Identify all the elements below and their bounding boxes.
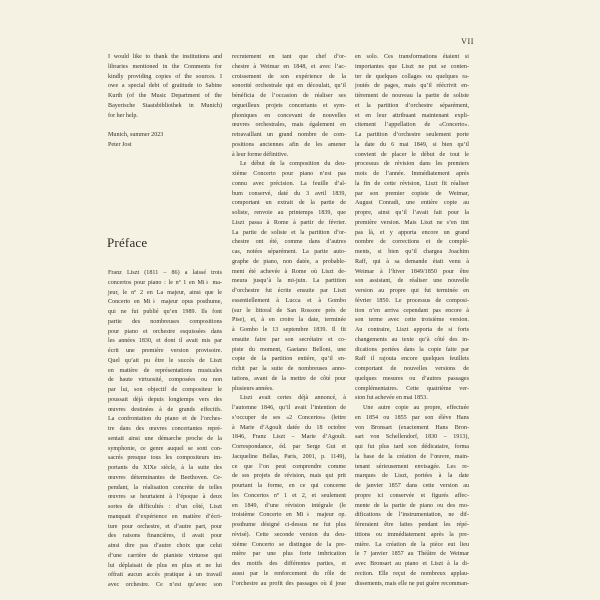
preface-line: Raff, qui à sa demande était venu à xyxy=(355,258,469,265)
preface-line: et en leur attribuant maintenant expli- xyxy=(355,112,469,119)
preface-line: mière par une plus forte imbrication xyxy=(232,551,346,558)
acknowledgements xyxy=(108,53,222,121)
preface-line: Weimar à l’hiver 1849/1850 pour être xyxy=(355,268,469,275)
preface-line: avec orchestre. Ce n’est qu’avec son xyxy=(108,582,222,588)
preface-paragraph xyxy=(355,404,469,589)
preface-line: poussait déjà depuis longtemps vers des xyxy=(108,396,222,403)
preface-line: copie de la partition entière, qu’il en- xyxy=(232,356,346,363)
preface-line: La partition d’orchestre seulement porte xyxy=(355,132,469,138)
preface-line: en 1849, d’une révision intégrale (le xyxy=(232,502,346,509)
preface-line: tenant sérieusement envisagée. Les re- xyxy=(355,463,469,470)
page-number: VII xyxy=(461,37,474,46)
acknowledgement-line: I would like to thank the institutions and xyxy=(108,54,222,60)
preface-line: ensuite faire par son secrétaire et co- xyxy=(232,336,346,343)
preface-line: pas là, et y apporta encore un grand xyxy=(355,229,469,236)
preface-line: complémentaires. Cette quatrième ver- xyxy=(355,385,469,392)
preface-line: propre ici conservée et figurés affec- xyxy=(355,492,469,499)
preface-line: révisé). Cette seconde version du deu- xyxy=(232,531,346,538)
preface-line: nombre de corrections et de complé- xyxy=(355,239,469,246)
preface-line: richit par la suite de nombreuses anno- xyxy=(232,366,346,372)
preface-line: ment été achevée à Rome où Liszt de- xyxy=(232,268,346,275)
preface-line: tion n’en arriva cependant pas encore à xyxy=(355,307,469,314)
preface-line: Concerto en Mi♭ majeur opus posthume, xyxy=(108,299,222,306)
preface-line: sentait ainsi une démarche proche de la xyxy=(108,435,222,442)
preface-line: à Marie d’Agoult datée du 18 octobre xyxy=(232,424,346,431)
preface-line: dications portées dans la copie faite par xyxy=(355,346,469,353)
preface-line: Franz Liszt (1811 – 86) a laissé trois xyxy=(108,270,222,276)
preface-line: de haute virtuosité, composées ou non xyxy=(108,377,222,384)
preface-line: en solo. Ces transformations étaient si xyxy=(355,54,469,60)
preface-line: portants du XIXe siècle, à la suite des xyxy=(108,465,222,471)
preface-line: écrit une première version provisoire. xyxy=(108,348,222,354)
preface-line: (sur le littoral de San Rossore près de xyxy=(232,307,346,314)
preface-line: s’occuper de ses «2 Concertos» (lettre xyxy=(232,414,346,421)
preface-line: essentiellement à Lucca et à Gombo xyxy=(232,297,346,304)
acknowledgement-line: Kurth (of the Music Department of the xyxy=(108,93,222,99)
preface-line: mente de la partie de piano ou des mo- xyxy=(355,502,469,509)
preface-line: propre, ainsi qu’il l’avait fait pour la xyxy=(355,210,469,216)
preface-line: lui déplaisait de plus en plus et ne lui xyxy=(108,562,222,569)
preface-line: manquait d’expérience en matière d’écri- xyxy=(108,513,222,520)
preface-line: sonorité orchestrale qui en découlait, qu’il xyxy=(232,83,346,90)
preface-line: croissement de son expérience de la xyxy=(232,73,346,80)
preface-line: par son premier copiste de Weimar, xyxy=(355,190,469,197)
preface-line: des motifs des différentes parties, et xyxy=(232,561,346,567)
preface-line: posthume désigné ci-dessus ne fut plus xyxy=(232,522,346,528)
preface-line: jeur, le nº 2 en La majeur, ainsi que le xyxy=(108,289,222,296)
preface-line: œuvres destinées à de grands effectifs. xyxy=(108,406,222,413)
preface-line: August Conradi, une entière copie au xyxy=(355,200,469,207)
preface-line: d’une carrière de pianiste virtuose qui xyxy=(108,552,222,559)
preface-paragraph xyxy=(232,53,346,160)
preface-line: première version. Mais Liszt ne s’en tint xyxy=(355,219,469,226)
preface-line: comportant un extrait de la partie de xyxy=(232,200,346,207)
preface-line: citement l’appellation de «Concerto». xyxy=(355,122,469,129)
preface-line: quelques mesures ou d’autres passages xyxy=(355,375,469,382)
preface-paragraph xyxy=(232,160,346,394)
preface-line: avec Bronsart au piano et Liszt à la di- xyxy=(355,561,469,567)
author-name: Peter Jost xyxy=(108,141,132,148)
preface-line: le 7 janvier 1857 au Théâtre de Weimar xyxy=(355,551,469,558)
preface-line: à Gombo le 13 septembre 1839. Il fit xyxy=(232,327,346,333)
preface-line: les années 1830, et dont il avait mis par xyxy=(108,338,222,345)
preface-line: bénéficia de l’occasion de réaliser ses xyxy=(232,93,346,99)
preface-line: d’orchestre fut écrite ensuite par Liszt xyxy=(232,288,346,294)
preface-line: changements au texte qu’à côté des in- xyxy=(355,336,469,343)
acknowledgement-line: owe a special debt of gratitude to Sabine xyxy=(108,83,222,90)
preface-line: piste du moment, Gaetano Belloni, une xyxy=(232,346,346,353)
preface-line: ter de quelques collages ou quelques ra- xyxy=(355,73,469,80)
preface-line: et la partition d’orchestre séparément, xyxy=(355,102,469,109)
preface-line: de ses projets de révision, mais qui prit xyxy=(232,473,346,480)
preface-line: œuvres orchestrales, mais également en xyxy=(232,122,346,129)
preface-line: mière. La création de la pièce eut lieu xyxy=(355,541,469,548)
preface-line: par lui, son objectif de compositeur le xyxy=(108,387,222,393)
preface-line: Correspondance, éd. par Serge Gut et xyxy=(232,444,346,450)
preface-line: en matière de représentations musicales xyxy=(108,367,222,374)
preface-line: son terme avec cette troisième version. xyxy=(355,317,469,324)
preface-line: les Concertos nº 1 et 2, et seulement xyxy=(232,492,346,499)
preface-line: Jacqueline Bellas, Paris, 2001, p. 1149), xyxy=(232,453,346,460)
preface-line: février 1850. Le processus de composi- xyxy=(355,297,469,304)
preface-line: comportant de nouvelles versions de xyxy=(355,366,469,372)
preface-line: la fin de cette révision, Liszt fit réaliser xyxy=(355,180,469,187)
preface-line: joutés de pages, mais qu’il réécrivit en- xyxy=(355,83,469,90)
preface-line: sacrés presque tous les compositeurs im- xyxy=(108,455,222,462)
preface-line: partie des nombreuses compositions xyxy=(108,318,222,325)
preface-line: La partie de soliste et la partition d’or- xyxy=(232,229,346,236)
preface-line: féreraient être faites pendant les répé- xyxy=(355,522,469,528)
preface-line: importantes que Liszt ne put se conten- xyxy=(355,63,469,70)
preface-line: marques de Liszt, portées à la date xyxy=(355,473,469,480)
preface-line: cas, notées séparément. La partie auto- xyxy=(232,249,346,255)
preface-paragraph xyxy=(108,269,222,591)
acknowledgement-line: libraries mentioned in the Comments for xyxy=(108,63,222,70)
preface-line: troisième Concerto en Mi♭ majeur op. xyxy=(232,512,346,519)
preface-line: mois de l’année. Immédiatement après xyxy=(355,171,469,177)
preface-line: titions ou immédiatement après la pre- xyxy=(355,531,469,538)
preface-line: Quel qu’ait pu être le succès de Liszt xyxy=(108,357,222,364)
preface-line: von Bronsart (exactement Hans Bron- xyxy=(355,424,469,431)
preface-line: la base de la création de l’œuvre, main- xyxy=(355,453,469,460)
preface-line: pourtant la forme, en ce qui concerne xyxy=(232,483,346,489)
preface-line: l’orchestre au profit des passages où il joue xyxy=(232,580,346,587)
preface-line: ce que l’on peut comprendre comme xyxy=(232,463,346,470)
preface-line: version au propre qui fut terminée en xyxy=(355,288,469,294)
preface-line: pendant, la réalisation concrète de telles xyxy=(108,484,222,491)
preface-line: sart von Schellendorf, 1830 – 1913), xyxy=(355,434,469,441)
place-date: Munich, summer 2023 xyxy=(108,132,164,138)
preface-line: Liszt avait certes déjà annoncé, à xyxy=(240,395,346,402)
preface-line: plusieurs années. xyxy=(232,385,274,392)
text-column-2 xyxy=(232,53,346,589)
acknowledgement-line: Bayerische Staatsbibliothek in Munich) xyxy=(108,102,222,109)
preface-line: recrutement en tant que chef d’or- xyxy=(232,54,346,60)
preface-heading: Préface xyxy=(107,235,148,250)
preface-line: sion fut achevée en mai 1853. xyxy=(355,395,428,402)
preface-line: l’automne 1846, qu’il avait l’intention de xyxy=(232,405,346,411)
preface-line: Pise), et, à en croire la date, terminée xyxy=(232,317,346,324)
preface-line: Une autre copie au propre, effectuée xyxy=(363,405,469,411)
preface-line: soliste, renvoie au printemps 1839, que xyxy=(232,210,346,216)
preface-line: œuvres se heurtaient à l’époque à deux xyxy=(108,494,222,501)
preface-line: convient de placer le début de tout le xyxy=(355,151,469,158)
preface-line: ture pour orchestre, et d’autre part, pour xyxy=(108,523,222,530)
preface-line: tre dans des œuvres concertantes repré- xyxy=(108,426,222,432)
preface-line: Liszt passa à Rome à partir de février. xyxy=(232,219,346,226)
preface-line: aussi par le renforcement du rôle de xyxy=(232,570,346,577)
preface-line: chestre ont été, comme dans d’autres xyxy=(232,239,346,246)
preface-line: son assistant, de réaliser une nouvelle xyxy=(355,278,469,285)
preface-line: qui ne fut publié qu’en 1989. Ils font xyxy=(108,309,222,315)
preface-line: Raff il rajouta encore quelques feuillets xyxy=(355,356,469,363)
preface-line: meura jusqu’à la mi-juin. La partition xyxy=(232,278,346,285)
preface-line: xième Concerto pour piano n’est pas xyxy=(232,171,346,177)
preface-line: positions anciennes afin de les amener xyxy=(232,141,346,148)
acknowledgement-line: kindly providing copies of the sources. I xyxy=(108,73,222,80)
preface-line: dissements, mais elle ne put guère recomman- xyxy=(355,580,469,587)
preface-line: Le début de la composition du deu- xyxy=(240,161,346,168)
preface-line: pour piano et orchestre esquissées dans xyxy=(108,328,222,335)
preface-line: graphe de piano, non datée, a probable- xyxy=(232,258,346,265)
text-column-3 xyxy=(355,53,469,589)
acknowledgement-line: for her help. xyxy=(108,112,138,119)
signature-block xyxy=(108,131,222,151)
preface-paragraph xyxy=(232,394,346,589)
preface-line: tièrement de nouveau la partie de soliste xyxy=(355,93,469,99)
text-column-1 xyxy=(108,269,222,591)
preface-paragraph xyxy=(355,53,469,404)
preface-line: difications de l’instrumentation, ne dif- xyxy=(355,512,469,519)
preface-line: bum conservé, daté du 3 avril 1839, xyxy=(232,190,346,197)
preface-line: orgueilleux projets concertants et sym- xyxy=(232,102,346,109)
preface-line: Au contraire, Liszt apporta de si forts xyxy=(355,327,469,333)
preface-line: de janvier 1857 dans cette version au xyxy=(355,483,469,489)
preface-line: La confrontation du piano et de l’orches- xyxy=(108,416,222,423)
preface-line: ments, si bien qu’il chargea Joachim xyxy=(355,249,469,255)
preface-line: en 1854 ou 1855 par son élève Hans xyxy=(355,414,469,421)
preface-line: à leur forme définitive. xyxy=(232,151,289,158)
preface-line: des raisons financières, il avait pour xyxy=(108,533,222,540)
preface-line: rection. Elle reçut de nombreux applau- xyxy=(355,570,469,577)
preface-line: retravaillant un grand nombre de com- xyxy=(232,132,346,138)
preface-line: processus de révision dans les premiers xyxy=(355,161,469,168)
preface-line: offrait aucun accès pratique à un travail xyxy=(108,572,222,579)
preface-line: concertos pour piano : le nº 1 en Mi♭ ma- xyxy=(108,279,222,286)
preface-line: symphonie, ce genre auquel se sont con- xyxy=(108,445,222,452)
preface-line: chestre à Weimar en 1848, et avec l’ac- xyxy=(232,63,346,70)
preface-line: connu avec précision. La feuille d’al- xyxy=(232,180,346,187)
preface-line: sortes de difficultés : d’un côté, Liszt xyxy=(108,504,222,510)
preface-line: xième Concerto se distingue de la pre- xyxy=(232,541,346,548)
preface-line: qui fut plus tard son dédicataire, forma xyxy=(355,444,469,450)
preface-line: phoniques en concevant de nouvelles xyxy=(232,112,346,119)
preface-line: ainsi dire pas d’autre choix que celui xyxy=(108,543,222,549)
preface-line: tations, avant de la mettre de côté pour xyxy=(232,375,346,382)
preface-line: la date du 6 mai 1849, si bien qu’il xyxy=(355,141,469,148)
preface-line: œuvres déterminantes de Beethoven. Ce- xyxy=(108,474,222,481)
preface-line: 1846, Franz Liszt – Marie d’Agoult. xyxy=(232,434,346,441)
